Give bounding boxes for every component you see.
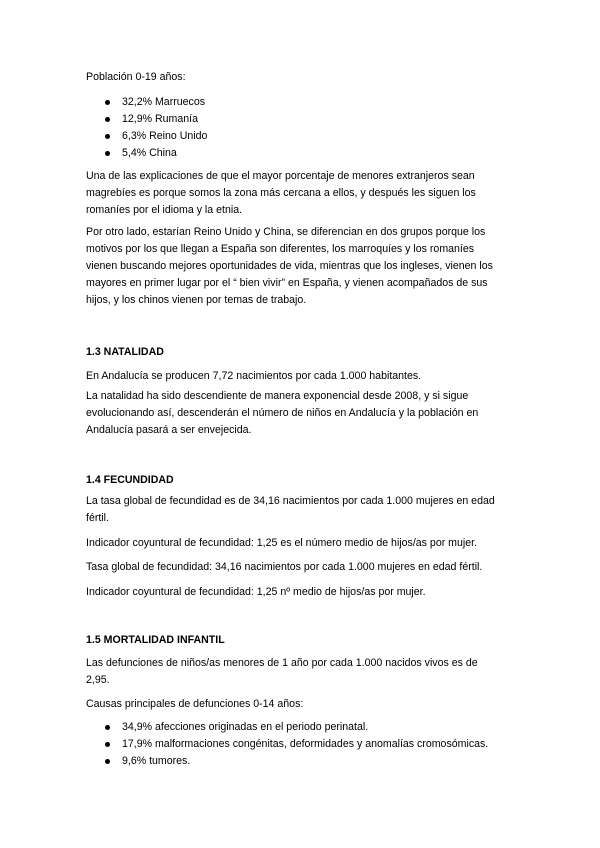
list-item: 12,9% Rumanía [86,111,526,128]
population-label: Población 0-19 años: [86,71,186,83]
section-heading-fecundidad: 1.4 FECUNDIDAD [86,474,174,486]
section-heading-natalidad: 1.3 NATALIDAD [86,346,164,358]
list-item: 17,9% malformaciones congénitas, deformidades y anomalías cromosómicas. [86,736,526,753]
mortalidad-paragraph: Las defunciones de niños/as menores de 1 año por cada 1.000 nacidos vivos es de 2,95. [86,657,478,686]
fecundidad-rate-line: Tasa global de fecundidad: 34,16 nacimientos por cada 1.000 mujeres en edad fértil. [86,561,483,573]
population-list [86,94,526,162]
bullet-icon [105,134,110,139]
bullet-icon [105,725,110,730]
natalidad-paragraph: La natalidad ha sido descendiente de manera exponencial desde 2008, y si sigue evolucionando así, descenderán el número de niños en Andalucía y la población en Andalucía pasará a ser envejecida. [86,390,479,436]
list-item: 32,2% Marruecos [86,94,526,111]
section-heading-mortalidad: 1.5 MORTALIDAD INFANTIL [86,634,225,646]
list-item: 9,6% tumores. [86,753,526,770]
natalidad-line: En Andalucía se producen 7,72 nacimientos por cada 1.000 habitantes. [86,370,422,382]
fecundidad-indicator-line: Indicador coyuntural de fecundidad: 1,25 es el número medio de hijos/as por mujer. [86,537,478,549]
bullet-icon [105,742,110,747]
bullet-icon [105,759,110,764]
fecundidad-indicator-line-2: Indicador coyuntural de fecundidad: 1,25 nº medio de hijos/as por mujer. [86,586,426,598]
bullet-icon [105,151,110,156]
bullet-icon [105,117,110,122]
bullet-icon [105,100,110,105]
list-item: 34,9% afecciones originadas en el periodo perinatal. [86,719,526,736]
population-paragraph-2: Por otro lado, estarían Reino Unido y China, se diferencian en dos grupos porque los motivos por los que llegan a España son diferentes, los marroquíes y los romaníes vienen buscando mejores oportunidades de vida, mientras que los ingleses, vienen los mayores en primer lugar por el “ bien vivir” en España, y vienen acompañados de sus hijos, y los chinos vienen por temas de trabajo. [86,226,493,306]
list-item: 6,3% Reino Unido [86,128,526,145]
population-paragraph-1: Una de las explicaciones de que el mayor porcentaje de menores extranjeros sean magrebíes es porque somos la zona más cercana a ellos, y después les siguen los romaníes por el idioma y la etnia. [86,170,476,216]
mortalidad-causes-list [86,719,526,770]
fecundidad-paragraph: La tasa global de fecundidad es de 34,16 nacimientos por cada 1.000 mujeres en edad fértil. [86,495,495,524]
list-item: 5,4% China [86,145,526,162]
mortalidad-causes-label: Causas principales de defunciones 0-14 años: [86,698,304,710]
